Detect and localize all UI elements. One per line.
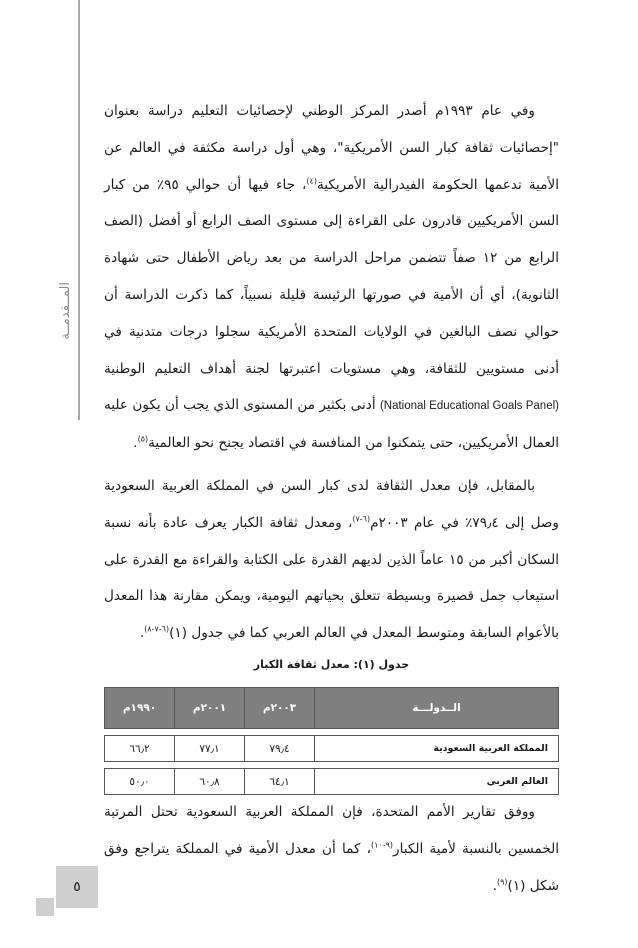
table-spacer: [105, 729, 559, 736]
cell-value: ٧٩٫٤: [245, 736, 315, 762]
table-caption: جدول (١): معدل ثقافة الكبار: [253, 658, 410, 671]
page-number: ٥: [56, 866, 98, 908]
p1-text-f: .: [133, 435, 138, 452]
header-country: الــدولـــة: [315, 688, 559, 729]
cell-value: ٥٠٫٠: [105, 769, 175, 795]
paragraph-3: [104, 794, 559, 904]
page-corner-mark: [36, 898, 54, 916]
header-1990: ١٩٩٠م: [105, 688, 175, 729]
literacy-table: [104, 687, 559, 795]
cell-value: ٦٠٫٨: [175, 769, 245, 795]
p1-text-c: ، وهي أول دراسة مكثفة في العالم عن الأمية تدعمها الحكومة الفيدرالية الأمريكية: [104, 139, 560, 193]
p1-quoted-title: إحصائيات ثقافة كبار السن الأمريكية: [343, 139, 553, 156]
p2-text-b: ، ومعدل ثقافة الكبار يعرف عادة بأنه نسبة السكان أكبر من ١٥ عاماً الذين لديهم القدرة على الكتابة والقراءة مع القدرة على استيعاب جمل قصيرة وبسيطة تتعلق بحياتهم اليومية، ويمكن مقارنة هذا المعدل بالأعوام السابقة ومتوسط المعدل في العالم العربي كما في جدول (١): [104, 514, 559, 642]
cell-country: المملكة العربية السعودية: [315, 736, 559, 762]
cell-value: ٦٤٫١: [245, 769, 315, 795]
p2-text-a: بالمقابل، فإن معدل الثقافة لدى كبار السن في المملكة العربية السعودية وصل إلى ٧٩٫٤٪ في عام ٢٠٠٣م: [104, 477, 559, 531]
p2-text-c: .: [139, 625, 145, 642]
paragraph-1: وفي عام ١٩٩٣م أصدر المركز الوطني لإحصائيات التعليم دراسة بعنوان "إحصائيات ثقافة كبار السن الأمريكية"، وهي أول دراسة مكثفة في العالم عن الأمية تدعمها الحكومة الفيدرالية الأمريكية$^{(٤)}$، جاء فيها أن حوالي ٩٥٪ من كبار السن الأمريكيين قادرون على القراءة إلى مستوى الصف الرابع أو أفضل (الصف الرابع من ١٢ صفاً تتضمن مراحل الدراسة من بعد رياض الأطفال حتى شهادة الثانوية)، أي أن الأمية في صورتها الرئيسة قليلة نسبياً، كما ذكرت الدراسة أن حوالي نصف البالغين في الولايات المتحدة الأمريكية سجلوا درجات متدنية في أدنى مستويين للثقافة، وهي مستويات اعتبرتها لجنة أهداف التعليم الوطنية (National Educational Goals Panel) أدنى بكثير من المستوى الذي يجب أن يكون عليه العمال الأمريكيين، حتى يتمكنوا من المنافسة في اقتصاد يجنح نحو العالمية$^{(٥)}$.: [104, 103, 560, 452]
cell-value: ٧٧٫١: [175, 736, 245, 762]
margin-rule: [78, 0, 80, 420]
running-head: المــقدمــة: [58, 282, 73, 340]
table-row: [105, 769, 559, 795]
paragraph-2: [104, 468, 559, 652]
p3-text-c: .: [492, 877, 497, 894]
footnote-ref: (٦-٧): [352, 514, 371, 524]
footnote-ref: (٥): [137, 434, 149, 444]
header-2003: ٢٠٠٣م: [245, 688, 315, 729]
footnote-ref: (٦-٧-٨): [144, 624, 170, 634]
p3-text-b: ، كما أن معدل الأمية في المملكة يتراجع وفق شكل (١): [104, 840, 559, 894]
footnote-ref: (٩): [497, 877, 508, 887]
body-text: [104, 93, 559, 652]
p1-text-a: وفي عام ١٩٩٣م أصدر المركز الوطني لإحصائيات التعليم دراسة بعنوان: [104, 103, 535, 119]
p1-text-d: ، جاء فيها أن حوالي ٩٥٪ من كبار السن الأمريكيين قادرون على القراءة إلى مستوى الصف الرابع أو أفضل (الصف الرابع من ١٢ صفاً تتضمن مراحل الدراسة من بعد رياض الأطفال حتى شهادة الثانوية)، أي أن الأمية في صورتها الرئيسة قليلة نسبياً، كما ذكرت الدراسة أن حوالي نصف البالغين في الولايات المتحدة الأمريكية سجلوا درجات متدنية في أدنى مستويين للثقافة، وهي مستويات اعتبرتها لجنة أهداف التعليم الوطنية: [104, 176, 559, 377]
closing-text: [104, 794, 559, 904]
p1-text-e: أدنى بكثير من المستوى الذي يجب أن يكون عليه العمال الأمريكيين، حتى يتمكنوا من المنافسة في اقتصاد يجنح نحو العالمية: [104, 397, 559, 452]
table-header-row: [105, 688, 559, 729]
cell-country: العالم العربي: [315, 769, 559, 795]
footnote-ref: (٤): [306, 176, 317, 186]
table-spacer: [105, 762, 559, 769]
table-row: [105, 736, 559, 762]
header-2001: ٢٠٠١م: [175, 688, 245, 729]
p3-text-a: ووفق تقارير الأمم المتحدة، فإن المملكة العربية السعودية تحتل المرتبة الخمسين بالنسبة لأمية الكبار: [104, 804, 560, 857]
cell-value: ٦٦٫٢: [105, 736, 175, 762]
p1-latin-term: (National Educational Goals Panel): [379, 400, 559, 413]
footnote-ref: (٩-١٠): [371, 840, 394, 850]
